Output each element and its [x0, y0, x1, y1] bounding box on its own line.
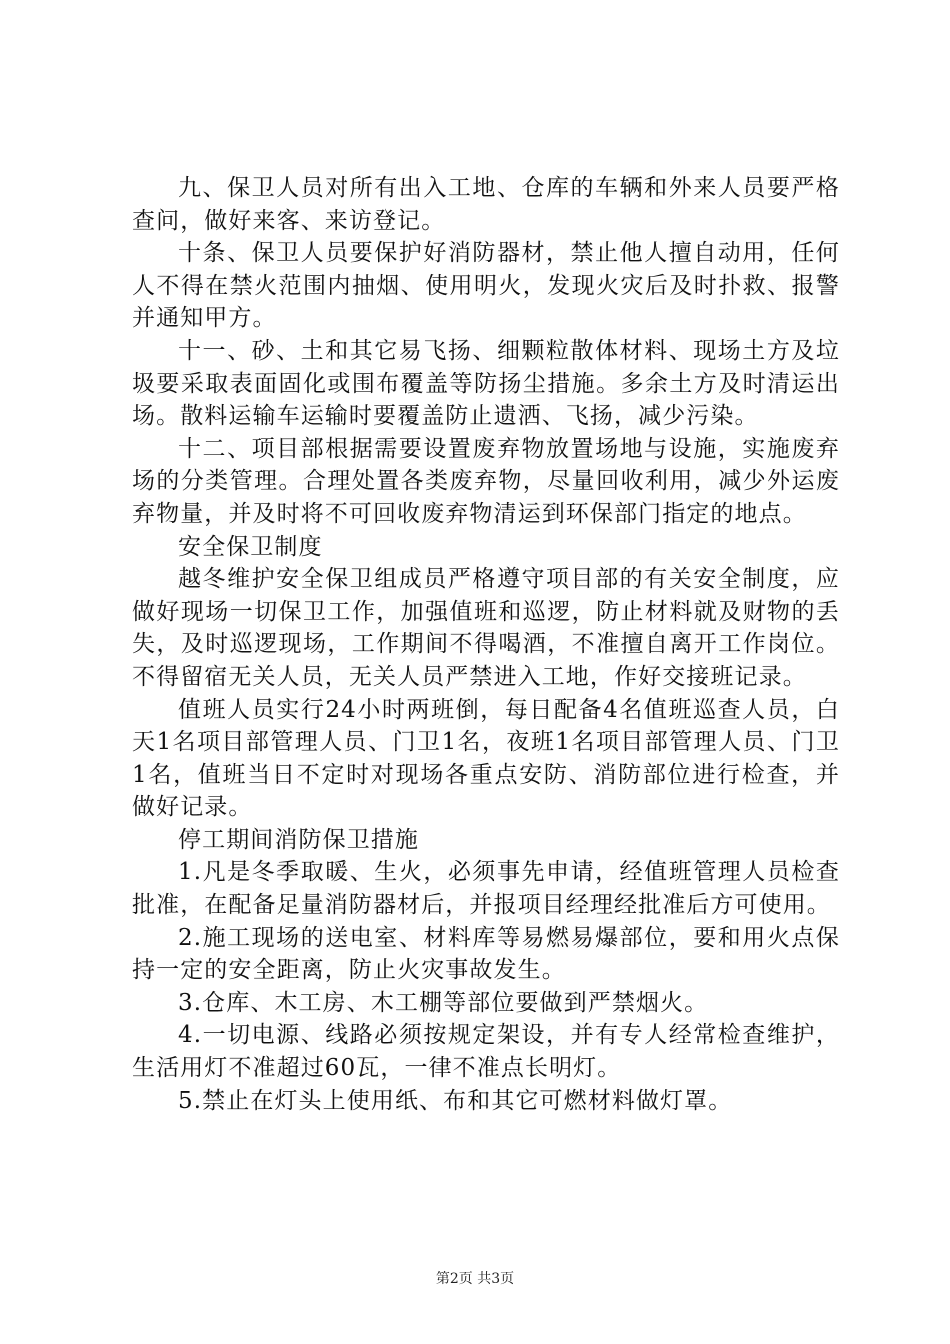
paragraph-security-duty: 越冬维护安全保卫组成员严格遵守项目部的有关安全制度，应做好现场一切保卫工作，加强值班和巡逻，防止材料就及财物的丢失，及时巡逻现场，工作期间不得喝酒，不准擅自离开工作岗位。不得留宿无关人员，无关人员严禁进入工地，作好交接班记录。	[132, 566, 840, 690]
measure-item-1: 1.凡是冬季取暖、生火，必须事先申请，经值班管理人员检查批准，在配备足量消防器材后，并报项目经理经批准后方可使用。	[132, 859, 840, 919]
paragraph-item-10: 十条、保卫人员要保护好消防器材，禁止他人擅自动用，任何人不得在禁火范围内抽烟、使用明火，发现火灾后及时扑救、报警并通知甲方。	[132, 240, 840, 332]
measure-item-5: 5.禁止在灯头上使用纸、布和其它可燃材料做灯罩。	[178, 1087, 733, 1114]
paragraph-shift-schedule: 值班人员实行24小时两班倒，每日配备4名值班巡查人员，白天1名项目部管理人员、门卫1名，夜班1名项目部管理人员、门卫1名，值班当日不定时对现场各重点安防、消防部位进行检查，并做好记录。	[132, 696, 840, 821]
paragraph-item-9: 九、保卫人员对所有出入工地、仓库的车辆和外来人员要严格查问，做好来客、来访登记。	[132, 175, 840, 234]
measure-item-3: 3.仓库、木工房、木工棚等部位要做到严禁烟火。	[178, 989, 709, 1016]
paragraph-item-12: 十二、项目部根据需要设置废弃物放置场地与设施，实施废弃场的分类管理。合理处置各类废弃物，尽量回收利用，减少外运废弃物量，并及时将不可回收废弃物清运到环保部门指定的地点。	[132, 435, 840, 527]
page-number-footer: 第2页 共3页	[435, 1271, 515, 1287]
section-heading-fire-measures: 停工期间消防保卫措施	[178, 826, 419, 853]
document-body	[132, 172, 840, 1117]
paragraph-item-11: 十一、砂、土和其它易飞扬、细颗粒散体材料、现场土方及垃圾要采取表面固化或围布覆盖等防扬尘措施。多余土方及时清运出场。散料运输车运输时要覆盖防止遗洒、飞扬，减少污染。	[132, 337, 840, 430]
section-heading-security: 安全保卫制度	[178, 533, 323, 560]
measure-item-4: 4.一切电源、线路必须按规定架设，并有专人经常检查维护，生活用灯不准超过60瓦，一律不准点长明灯。	[132, 1022, 840, 1082]
measure-item-2: 2.施工现场的送电室、材料库等易燃易爆部位，要和用火点保持一定的安全距离，防止火灾事故发生。	[132, 924, 840, 984]
